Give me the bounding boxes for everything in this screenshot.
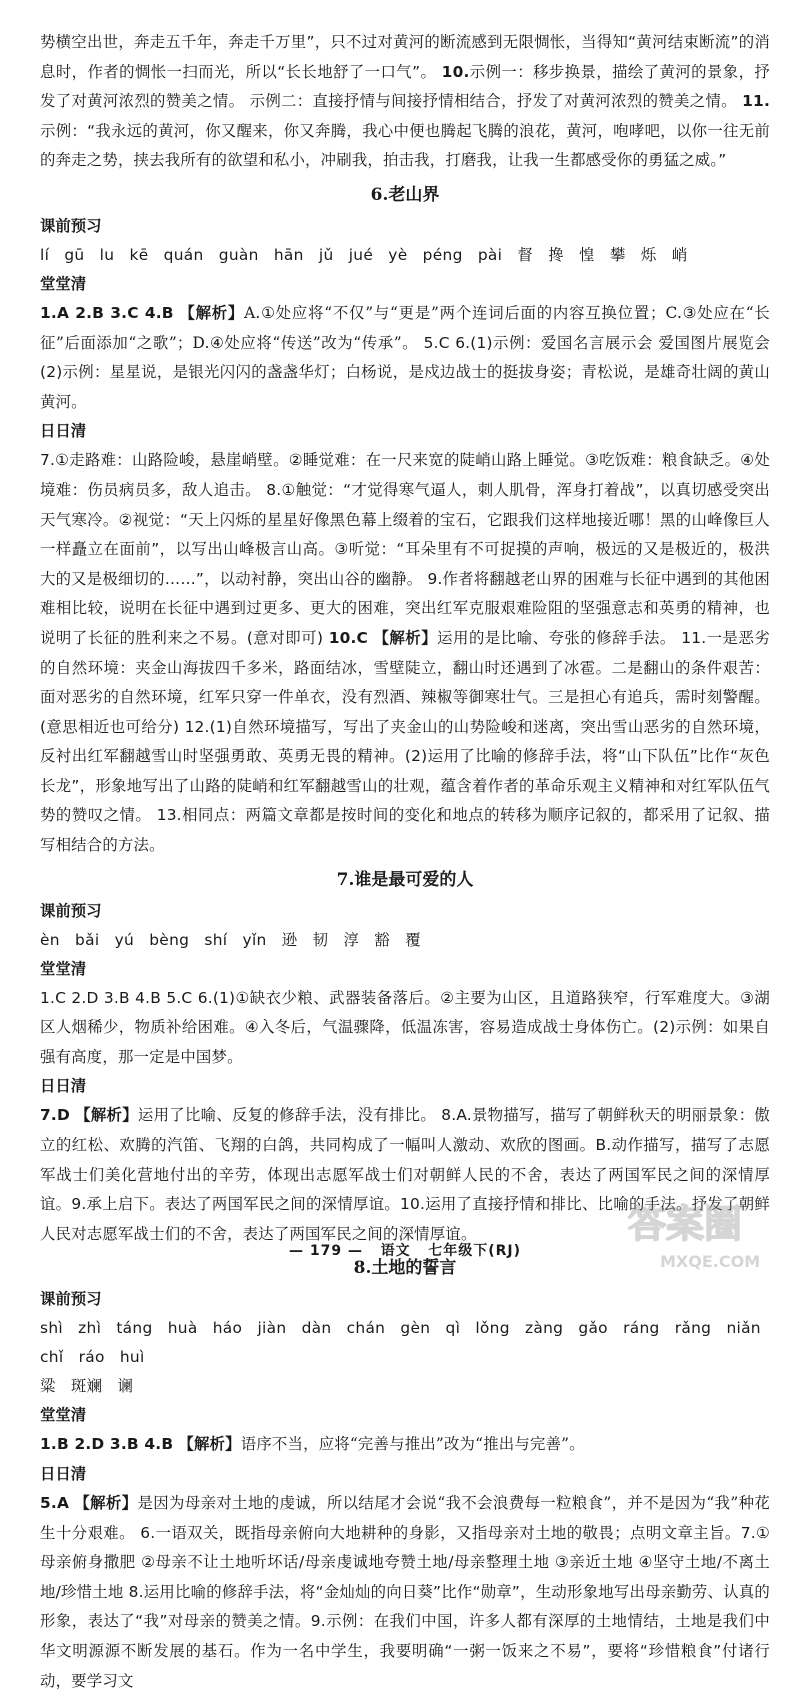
preview-pinyin: èn bǎi yú bèng shí yǐn 逊 韧 淳 豁 覆 (40, 930, 421, 949)
intro-text-2: 示例一：移步换景，描绘了黄河的景象，抒发了对黄河浓烈的赞美之情。 (40, 62, 770, 111)
class-heading: 堂堂清 (40, 959, 87, 978)
subject-label: 语文 (380, 1243, 411, 1259)
analysis-text: 语序不当，应将“完善与推出”改为“推出与完善”。 (240, 1435, 585, 1454)
daily-answers (40, 446, 770, 860)
intro-text-1: 势横空出世，奔走五千年，奔走千万里”，只不过对黄河的断流感到无限惆怅，当得知“黄河结束断流”的消息时，作者的惆怅一扫而光，所以“长长地舒了一口气”。 (40, 33, 770, 81)
intro-text-4: 示例：“我永远的黄河，你又醒来，你又奔腾，我心中便也腾起飞腾的浪花，黄河，咆哮吧，以你一往无前的奔走之势，挟去我所有的欲望和私小，冲刷我，拍击我，打磨我，让我一生都感受你的勇猛之威。” (40, 121, 770, 170)
watermark-small-text: MXQE.COM (660, 1252, 761, 1271)
section-title-7: 7.谁是最可爱的人 (336, 869, 474, 890)
preview-pinyin: lí gū lu kē quán guàn hān jǔ jué yè péng pài 督 搀 惶 攀 烁 峭 (40, 245, 688, 264)
answer-text: 12.(1)自然环境描写，写出了夹金山的山势险峻和迷离，突出雪山恶劣的自然环境，反衬出红军翻越雪山时坚强勇敢、英勇无畏的精神。(2)运用了比喻的修辞手法，将“山下队伍”比作“灰色长龙”，形象地写出了山路的陡峭和红军翻越雪山的壮观，蕴含着作者的革命乐观主义精神和对红军队伍气势的赞叹之情。 (40, 717, 771, 825)
answer-text: 9.作者将翻越老山界的困难与长征中遇到的其他困难相比较，说明在长征中遇到过更多、更大的困难，突出红军克服艰难险阻的坚强意志和英勇的精神，也说明了长征的胜利来之不易。(意对即可) (40, 569, 770, 647)
analysis-tag: 【解析】 (178, 1435, 241, 1454)
class-answers (40, 984, 770, 1073)
answer-text: 8.①触觉：“才觉得寒气逼人，刺人肌骨，浑身打着战”，以真切感受突出天气寒冷。②视觉：“天上闪烁的星星好像黑色幕上缀着的宝石，它跟我们这样地接近哪！黑的山峰像巨人一样矗立在面前”，以写出山峰极言山高。③听觉：“耳朵里有不可捉摸的声响，极远的又是极近的，极洪大的又是极细切的……”，以动衬静，突出山谷的幽静。 (40, 480, 770, 588)
intro-paragraph (40, 28, 770, 176)
analysis-tag: 【解析】 (179, 303, 245, 322)
analysis-text: A.①处应将“不仅”与“更是”两个连词后面的内容互换位置；C.③处应在“长征”后面添加“之歌”；D.④处应将“传送”改为“传承”。 (40, 303, 770, 352)
q11-number: 11. (742, 92, 771, 111)
class-heading: 堂堂清 (40, 274, 87, 293)
page-number: — 179 — (288, 1243, 363, 1259)
section-title-8: 8.土地的誓言 (353, 1258, 457, 1279)
preview-heading: 课前预习 (40, 1290, 102, 1309)
choice-answers: 10.C (328, 628, 369, 647)
choice-answers: 1.B 2.D 3.B 4.B (40, 1435, 174, 1454)
choice-answers: 7.D (40, 1106, 70, 1125)
section-title-6: 6.老山界 (370, 184, 440, 205)
class-answers (40, 299, 770, 417)
daily-heading: 日日清 (40, 422, 87, 441)
preview-pinyin: shì zhì táng huà háo jiàn dàn chán gèn qì lǒng zàng gǎo ráng rǎng niǎn chǐ ráo huì (40, 1319, 761, 1367)
answer-text: 11.一是恶劣的自然环境：夹金山海拔四千多米，路面结冰，雪壁陡立，翻山时还遇到了冰雹。二是翻山的条件艰苦：面对恶劣的自然环境，红军只穿一件单衣，没有烈酒、辣椒等御寒壮气。三是担心有追兵，需时刻警醒。(意思相近也可给分) (40, 628, 770, 736)
analysis-tag: 【解析】 (74, 1494, 138, 1512)
class-answers (40, 1430, 770, 1460)
daily-heading: 日日清 (40, 1077, 87, 1096)
answer-text: 7.①走路难：山路险峻，悬崖峭壁。②睡觉难：在一尺来宽的陡峭山路上睡觉。③吃饭难：粮食缺乏。④处境难：伤员病员多，敌人追击。 (40, 451, 770, 499)
analysis-tag: 【解析】 (75, 1106, 138, 1125)
class-heading: 堂堂清 (40, 1406, 87, 1425)
answer-page (40, 28, 770, 1696)
analysis-text: 运用了比喻、反复的修辞手法，没有排比。 (137, 1106, 437, 1125)
intro-text-3: 示例二：直接抒情与间接抒情相结合，抒发了对黄河浓烈的赞美之情。 (249, 92, 737, 111)
analysis-tag: 【解析】 (373, 628, 438, 647)
answer-text: 1.C 2.D 3.B 4.B 5.C 6.(1)①缺衣少粮、武器装备落后。②主要为山区，且道路狭窄，行军难度大。③湖区人烟稀少，物质补给困难。④入冬后，气温骤降，低温冻害，容易造成战士身体伤亡。(2)示例：如果自强有高度，那一定是中国梦。 (40, 988, 770, 1066)
choice-answers: 5.A (40, 1494, 70, 1512)
answer-text: 5.C 6.(1)示例：爱国名言展示会 爱国图片展览会 (2)示例：星星说，是银光闪闪的盏盏华灯；白杨说，是戍边战士的挺拔身姿；青松说，是雄奇壮阔的黄山黄河。 (40, 333, 770, 411)
answer-text: 13.相同点：两篇文章都是按时间的变化和地点的转移为顺序记叙的，都采用了记叙、描写相结合的方法。 (40, 806, 771, 855)
preview-characters: 粱 斑斓 谰 (40, 1377, 134, 1396)
watermark-logo (620, 1195, 800, 1275)
answer-text: 6.一语双关，既指母亲俯向大地耕种的身影，又指母亲对土地的敬畏；点明文章主旨。7.①母亲俯身撒肥 ②母亲不让土地听坏话/母亲虔诚地夸赞土地/母亲整理土地 ③亲近土地 ④坚守土地/不离土地/珍惜土地 8.运用比喻的修辞手法，将“金灿灿的向日葵”比作“勋章”，生动形象地写出母亲勤劳、认真的形象，表达了“我”对母亲的赞美之情。9.示例：在我们中国，许多人都有深厚的土地情结，土地是我们中华文明源源不断发展的基石。作为一名中学生，我要明确“一粥一饭来之不易”，要将“珍惜粮食”付诸行动，要学习文 (40, 1523, 771, 1690)
daily-answers (40, 1489, 770, 1696)
daily-heading: 日日清 (40, 1465, 87, 1483)
watermark-big-text: 答案圈 (628, 1202, 743, 1246)
q10-number: 10. (441, 62, 470, 81)
answer-text: 8.A.景物描写，描写了朝鲜秋天的明丽景象：傲立的红松、欢腾的汽笛、飞翔的白鸽，共同构成了一幅叫人激动、欢欣的图画。B.动作描写，描写了志愿军战士们美化营地付出的辛劳，体现出志愿军战士们对朝鲜人民的不舍，表达了两国军民之间的深情厚谊。9.承上启下。表达了两国军民之间的深情厚谊。10.运用了直接抒情和排比、比喻的手法。抒发了朝鲜人民对志愿军战士们的不舍，表达了两国军民之间的深情厚谊。 (40, 1106, 770, 1243)
preview-heading: 课前预习 (40, 901, 102, 920)
analysis-text: 是因为母亲对土地的虔诚，所以结尾才会说“我不会浪费每一粒粮食”，并不是因为“我”种花生十分艰难。 (40, 1494, 771, 1542)
analysis-text: 运用的是比喻、夸张的修辞手法。 (437, 628, 676, 647)
grade-label: 七年级下(RJ) (428, 1243, 522, 1259)
choice-answers: 1.A 2.B 3.C 4.B (40, 303, 174, 322)
preview-heading: 课前预习 (40, 216, 102, 235)
